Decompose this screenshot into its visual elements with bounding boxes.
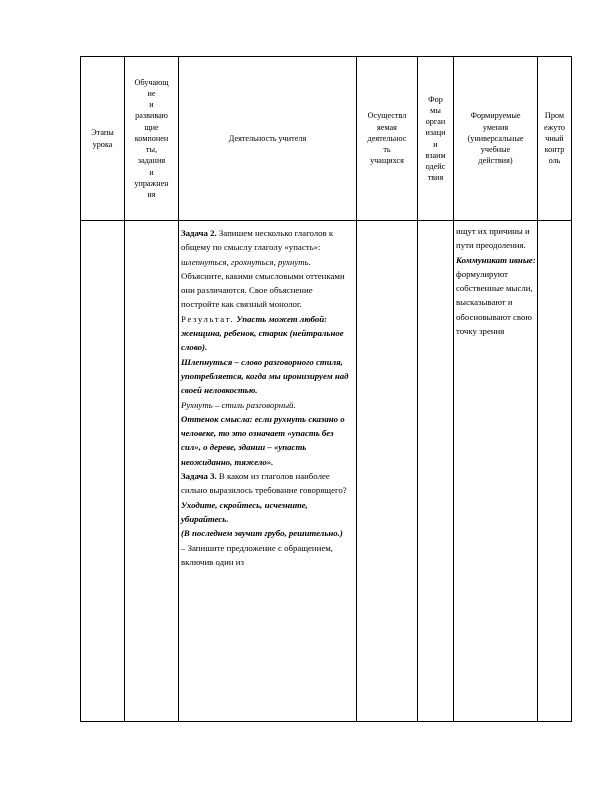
- header-learning-components: Обучающ ие и развиваю щие компонен ты, задания и упражнен ия: [134, 77, 169, 199]
- task-2-label: Задача 2.: [181, 228, 217, 238]
- task-3-instruction: – Запишите предложение с обращением, включив один из: [181, 542, 334, 567]
- task-2-paragraph: Задача 2. Запишем несколько глаголов к общему по смыслу глаголу «упасть»: шлепнуться, грохнуться, рухнуть. Объясните, какими смысловыми оттенками они различаются. Свое объяснение постройте как связный монолог.: [181, 228, 345, 310]
- teacher-activity-cell: [181, 226, 351, 569]
- header-interaction-forms: Фор мы орган изаци и взаим одейс твия: [425, 94, 446, 183]
- skills-line-1: ищут их причины и пути преодоления.: [456, 226, 530, 251]
- header-student-activity: Осуществл яемая деятельнос ть учащихся: [367, 111, 407, 166]
- task-3-label: Задача 3.: [181, 471, 217, 482]
- task-3-verbs: Уходите, скройтесь, исчезните, убирайтесь.: [181, 499, 308, 524]
- column-border: [571, 56, 572, 722]
- header-lesson-stages: Этапы урока: [91, 128, 114, 149]
- result-label: Результат.: [181, 313, 235, 324]
- rukhnut-paragraph: Рухнуть – стиль разговорный.: [181, 399, 296, 410]
- header-teacher-activity: Деятельность учителя: [228, 133, 307, 143]
- table-bottom-border: [80, 721, 572, 722]
- lesson-table: [80, 56, 572, 722]
- header-bottom-border: [80, 220, 572, 221]
- formed-skills-cell: [456, 224, 536, 338]
- header-intermediate-control: Пром ежуто чный контр оль: [544, 111, 565, 166]
- task-3-answer: (В последнем звучит грубо, решительно.): [181, 528, 343, 539]
- rukhnut-meaning-paragraph: Оттенок смысла: если рухнуть сказано о человеке, то это означает «упасть без сил», о дереве, здании – «упасть неожиданно, тяжело».: [181, 413, 345, 467]
- shlepnutsya-paragraph: Шлепнуться – слово разговорного стиля, употребляется, когда мы иронизируем над своей неловкостью.: [181, 356, 349, 396]
- task-3-paragraph: Задача 3. В каком из глаголов наиболее сильно выразилось требование говорящего?: [181, 471, 347, 496]
- header-formed-skills: Формируемые умения (универсальные учебные действия): [467, 111, 524, 166]
- result-paragraph: Результат. Упасть может любой: женщина, ребенок, старик (нейтральное слово).: [181, 313, 344, 353]
- communicative-text: формулируют собственные мысли, высказывают и обосновывают свою точку зрения: [456, 268, 533, 337]
- communicative-label: Коммуникат ивные:: [456, 254, 536, 265]
